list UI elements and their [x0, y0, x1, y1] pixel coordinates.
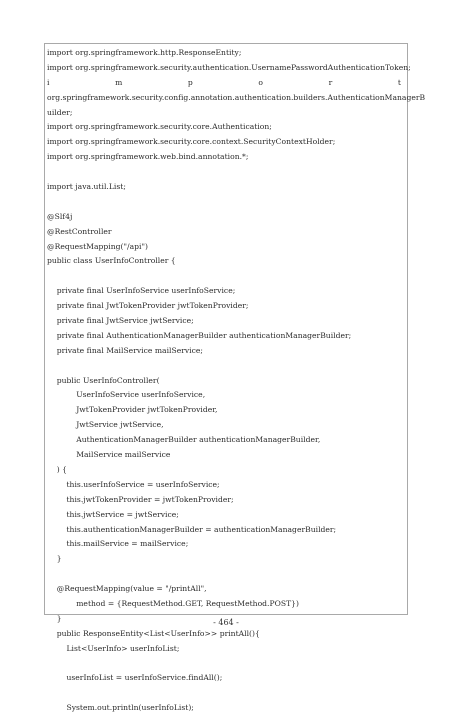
code-line: import org.springframework.security.core.context.SecurityContextHolder;	[47, 137, 336, 147]
code-line: MailService mailService	[47, 450, 171, 460]
code-line: List<UserInfo> userInfoList;	[47, 643, 180, 653]
code-line: @RestController	[47, 226, 112, 236]
code-line: }	[47, 554, 62, 564]
code-line: this.userInfoService = userInfoService;	[47, 479, 220, 489]
code-line: this.authenticationManagerBuilder = authenticationManagerBuilder;	[47, 524, 337, 534]
code-line	[47, 165, 405, 180]
code-line: AuthenticationManagerBuilder authenticationManagerBuilder,	[47, 435, 321, 445]
code-line: @RequestMapping(value = "/printAll",	[47, 584, 207, 594]
code-line	[47, 76, 405, 91]
code-line: private final AuthenticationManagerBuilder authenticationManagerBuilder;	[47, 330, 352, 340]
code-line: method = {RequestMethod.GET, RequestMethod.POST})	[47, 598, 299, 608]
code-line: userInfoList = userInfoService.findAll();	[47, 673, 223, 683]
code-letter: t	[397, 77, 401, 87]
page-number: - 464 -	[213, 618, 239, 627]
code-line	[47, 195, 405, 210]
code-line: import java.util.List;	[47, 182, 126, 192]
code-line: }	[47, 613, 62, 623]
code-line	[47, 567, 405, 582]
code-line	[47, 359, 405, 374]
code-line: JwtTokenProvider jwtTokenProvider,	[47, 405, 218, 415]
code-line	[47, 269, 405, 284]
code-line: ) {	[47, 464, 68, 474]
code-line: import org.springframework.web.bind.annotation.*;	[47, 152, 249, 162]
code-line: private final JwtService jwtService;	[47, 316, 194, 326]
code-line: public class UserInfoController {	[47, 256, 176, 266]
code-line	[47, 657, 405, 672]
code-letter: m	[115, 77, 123, 87]
code-line: org.springframework.security.config.annotation.authentication.builders.AuthenticationManagerB	[47, 92, 426, 102]
code-line: public UserInfoController(	[47, 375, 160, 385]
code-line: UserInfoService userInfoService,	[47, 390, 206, 400]
code-line: uilder;	[47, 107, 73, 117]
code-line: private final MailService mailService;	[47, 345, 203, 355]
code-line: @Slf4j	[47, 211, 73, 221]
code-line: import org.springframework.security.core.Authentication;	[47, 122, 272, 132]
code-line: JwtService jwtService,	[47, 420, 164, 430]
code-listing	[47, 46, 426, 716]
code-line: @RequestMapping("/api")	[47, 241, 148, 251]
code-line: import org.springframework.security.authentication.UsernamePasswordAuthenticationToken;	[47, 62, 411, 72]
code-line	[47, 686, 405, 701]
code-letter: i	[47, 77, 50, 87]
code-letter: p	[187, 77, 193, 87]
code-line: this.mailService = mailService;	[47, 539, 189, 549]
code-line: private final JwtTokenProvider jwtTokenProvider;	[47, 301, 249, 311]
code-line: private final UserInfoService userInfoService;	[47, 286, 236, 296]
code-line: System.out.println(userInfoList);	[47, 703, 194, 713]
code-line: import org.springframework.http.ResponseEntity;	[47, 48, 242, 57]
code-line: public ResponseEntity<List<UserInfo>> printAll(){	[47, 628, 260, 638]
code-line: this.jwtTokenProvider = jwtTokenProvider;	[47, 494, 234, 504]
code-letter: r	[328, 77, 333, 87]
code-line: this.jwtService = jwtService;	[47, 509, 179, 519]
code-letter: o	[258, 77, 263, 87]
